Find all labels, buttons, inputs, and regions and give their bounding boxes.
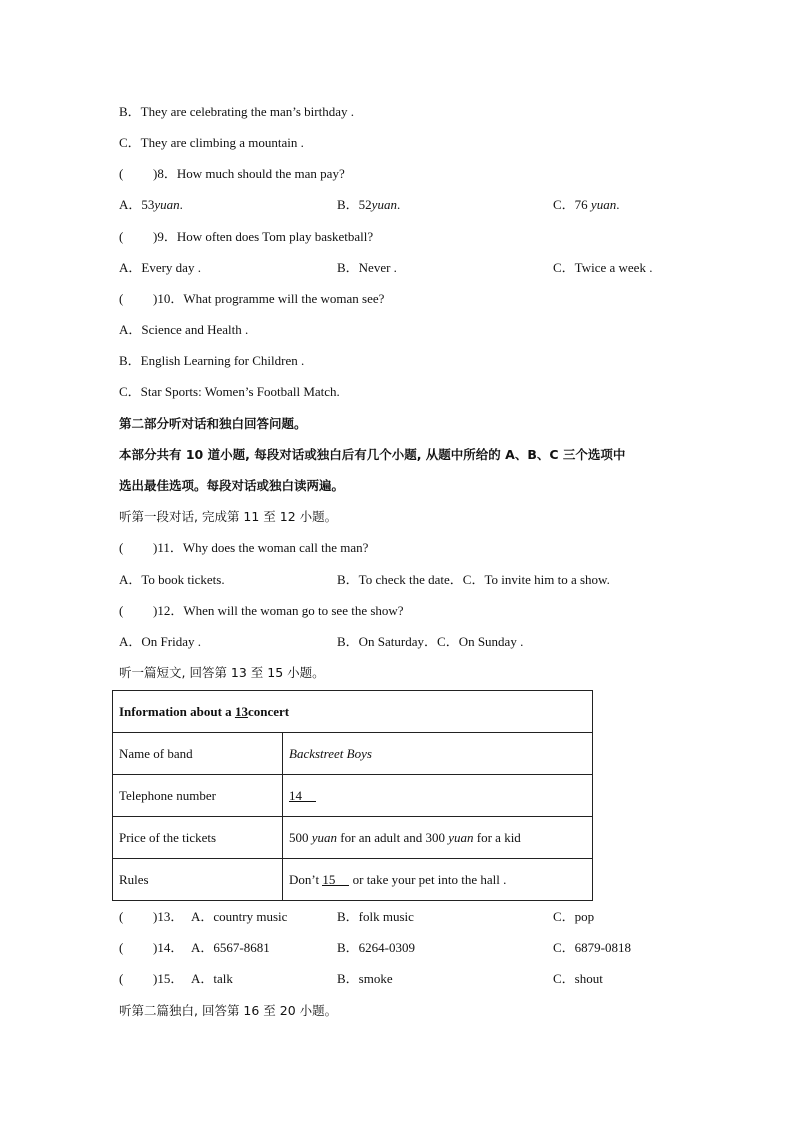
part2-instruction-2: 选出最佳选项。每段对话或独白读两遍。 — [119, 478, 345, 493]
q15-option-b: B．smoke — [337, 971, 393, 986]
q15-stem: ( )15． — [119, 971, 184, 986]
dialogue1-intro: 听第一段对话, 完成第 11 至 12 小题。 — [119, 509, 338, 524]
q11-option-bc: B．To check the date．C．To invite him to a show. — [337, 572, 610, 587]
row-value — [283, 775, 593, 817]
table-row — [113, 859, 593, 901]
q8-option-c: C．76 yuan. — [553, 197, 620, 212]
q15-option-c: C．shout — [553, 971, 603, 986]
q7-option-b: B．They are celebrating the man’s birthday . — [119, 104, 355, 119]
row-value: Don’t 15 or take your pet into the hall . — [283, 859, 593, 901]
blank-15: 15 — [322, 872, 349, 886]
q15-option-a: A．talk — [191, 971, 233, 986]
q13-option-c: C．pop — [553, 909, 595, 924]
q10-stem: ( )10．What programme will the woman see? — [119, 291, 385, 306]
q13-option-b: B．folk music — [337, 909, 414, 924]
row-label: Rules — [113, 859, 283, 901]
table-row — [113, 775, 593, 817]
q14-option-b: B．6264-0309 — [337, 940, 416, 955]
q9-option-c: C．Twice a week . — [553, 260, 653, 275]
part2-instruction-1: 本部分共有 10 道小题, 每段对话或独白后有几个小题, 从题中所给的 A、B、C 三个选项中 — [119, 447, 626, 462]
q9-stem: ( )9．How often does Tom play basketball? — [119, 229, 374, 244]
q9-option-a: A．Every day . — [119, 260, 201, 275]
row-label: Telephone number — [113, 775, 283, 817]
q11-option-a: A．To book tickets. — [119, 572, 225, 587]
passage-intro: 听一篇短文, 回答第 13 至 15 小题。 — [119, 665, 325, 680]
q12-option-bc: B．On Saturday．C．On Sunday . — [337, 634, 524, 649]
q11-stem: ( )11．Why does the woman call the man? — [119, 540, 369, 555]
table-header-row — [113, 691, 593, 733]
q8-stem: ( )8．How much should the man pay? — [119, 166, 345, 181]
row-label: Price of the tickets — [113, 817, 283, 859]
q8-option-b: B．52yuan. — [337, 197, 401, 212]
q14-stem: ( )14． — [119, 940, 184, 955]
q10-option-a: A．Science and Health . — [119, 322, 249, 337]
q14-option-c: C．6879-0818 — [553, 940, 632, 955]
q7-option-c: C．They are climbing a mountain . — [119, 135, 304, 150]
q14-option-a: A．6567-8681 — [191, 940, 270, 955]
q12-option-a: A．On Friday . — [119, 634, 201, 649]
q12-stem: ( )12．When will the woman go to see the show? — [119, 603, 404, 618]
q10-option-c: C．Star Sports: Women’s Football Match. — [119, 384, 340, 399]
concert-info-table — [112, 690, 593, 901]
q9-option-b: B．Never . — [337, 260, 397, 275]
blank-13: 13 — [234, 703, 248, 719]
table-row — [113, 733, 593, 775]
blank-14: 14 — [289, 788, 316, 802]
row-label: Name of band — [113, 733, 283, 775]
table-row — [113, 817, 593, 859]
q10-option-b: B．English Learning for Children . — [119, 353, 305, 368]
part2-heading: 第二部分听对话和独白回答问题。 — [119, 416, 307, 431]
q13-stem: ( )13． — [119, 909, 184, 924]
q8-option-a: A．53yuan. — [119, 197, 183, 212]
row-value: 500 yuan for an adult and 300 yuan for a kid — [283, 817, 593, 859]
table-header-cell: Information about a 13concert — [113, 691, 593, 733]
row-value: Backstreet Boys — [283, 733, 593, 775]
monologue2-intro: 听第二篇独白, 回答第 16 至 20 小题。 — [119, 1003, 338, 1018]
q13-option-a: A．country music — [191, 909, 288, 924]
